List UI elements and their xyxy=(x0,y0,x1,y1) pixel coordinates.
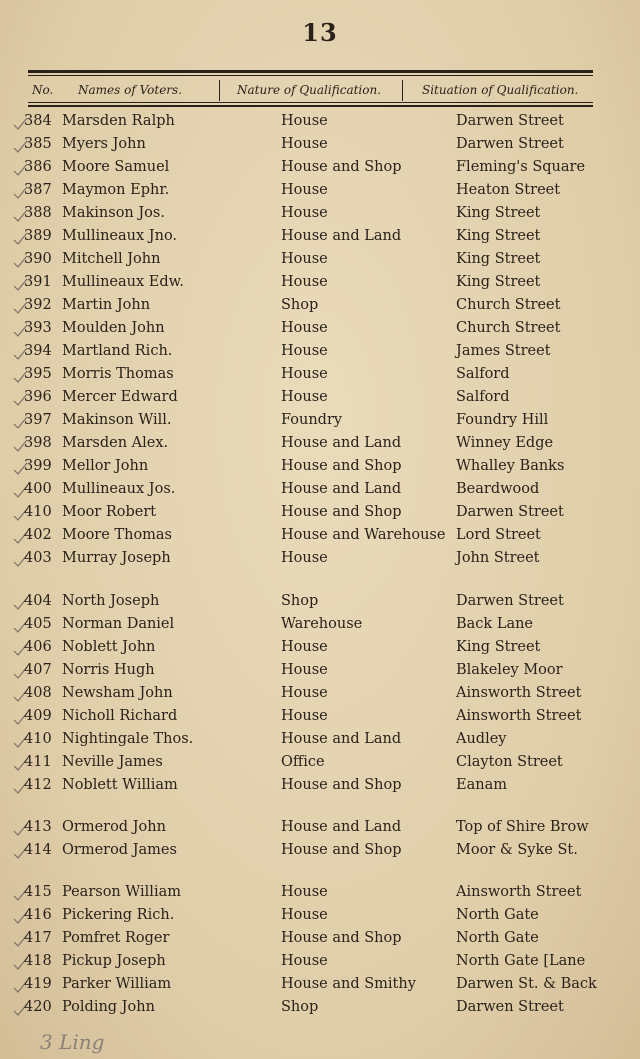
voter-number: 410 xyxy=(24,504,52,520)
qualification-nature: House and Smithy xyxy=(281,976,416,992)
qualification-situation: Audley xyxy=(456,731,507,747)
qualification-nature: House and Land xyxy=(281,435,402,451)
voter-name: Mullineaux Jos. xyxy=(62,481,176,497)
qualification-nature: House xyxy=(281,907,328,923)
voter-number: 388 xyxy=(24,205,52,221)
table-row xyxy=(0,754,640,776)
table-row xyxy=(0,777,640,799)
qualification-nature: House and Land xyxy=(281,731,402,747)
voter-number: 418 xyxy=(24,953,52,969)
voter-number: 405 xyxy=(24,616,52,632)
header-separator xyxy=(219,80,220,101)
table-row xyxy=(0,228,640,250)
voter-number: 406 xyxy=(24,639,52,655)
qualification-nature: House and Shop xyxy=(281,777,402,793)
voter-number: 390 xyxy=(24,251,52,267)
table-row xyxy=(0,504,640,526)
voter-number: 409 xyxy=(24,708,52,724)
qualification-situation: Salford xyxy=(456,389,510,405)
voter-name: Norris Hugh xyxy=(62,662,155,678)
qualification-nature: House xyxy=(281,136,328,152)
voter-number: 417 xyxy=(24,930,52,946)
qualification-nature: Office xyxy=(281,754,325,770)
voter-number: 415 xyxy=(24,884,52,900)
voter-name: Noblett John xyxy=(62,639,156,655)
qualification-situation: King Street xyxy=(456,274,541,290)
table-row xyxy=(0,343,640,365)
table-row xyxy=(0,819,640,841)
voter-name: Pomfret Roger xyxy=(62,930,170,946)
qualification-situation: Top of Shire Brow xyxy=(456,819,589,835)
voter-number: 403 xyxy=(24,550,52,566)
voter-number: 397 xyxy=(24,412,52,428)
header-names: Names of Voters. xyxy=(78,83,183,97)
qualification-situation: Back Lane xyxy=(456,616,534,632)
table-row xyxy=(0,113,640,135)
table-row xyxy=(0,593,640,615)
header-rule-bottom xyxy=(28,105,593,107)
qualification-situation: James Street xyxy=(456,343,551,359)
qualification-situation: Darwen Street xyxy=(456,113,564,129)
table-row xyxy=(0,842,640,864)
header-separator xyxy=(402,80,403,101)
voter-name: Makinson Will. xyxy=(62,412,172,428)
voter-number: 420 xyxy=(24,999,52,1015)
qualification-nature: Shop xyxy=(281,999,319,1015)
table-row xyxy=(0,616,640,638)
voter-number: 384 xyxy=(24,113,52,129)
voter-name: Mitchell John xyxy=(62,251,161,267)
qualification-nature: House xyxy=(281,205,328,221)
voter-name: Martland Rich. xyxy=(62,343,173,359)
qualification-situation: King Street xyxy=(456,639,541,655)
qualification-nature: House and Shop xyxy=(281,842,402,858)
qualification-nature: House and Land xyxy=(281,481,402,497)
voter-name: Moulden John xyxy=(62,320,165,336)
qualification-situation: Ainsworth Street xyxy=(456,884,582,900)
voter-name: Polding John xyxy=(62,999,155,1015)
qualification-nature: Warehouse xyxy=(281,616,363,632)
table-row xyxy=(0,976,640,998)
qualification-nature: House and Shop xyxy=(281,930,402,946)
voter-number: 411 xyxy=(24,754,52,770)
voter-name: Martin John xyxy=(62,297,151,313)
qualification-nature: House and Warehouse xyxy=(281,527,446,543)
qualification-situation: Salford xyxy=(456,366,510,382)
voter-number: 385 xyxy=(24,136,52,152)
voter-number: 413 xyxy=(24,819,52,835)
table-row xyxy=(0,639,640,661)
qualification-nature: House xyxy=(281,320,328,336)
header-nature: Nature of Qualification. xyxy=(237,83,382,97)
voter-name: Noblett William xyxy=(62,777,178,793)
voter-name: Murray Joseph xyxy=(62,550,171,566)
voter-name: Morris Thomas xyxy=(62,366,174,382)
table-row xyxy=(0,481,640,503)
voter-number: 398 xyxy=(24,435,52,451)
table-row xyxy=(0,412,640,434)
header-rule-top xyxy=(28,70,593,73)
table-row xyxy=(0,999,640,1021)
qualification-nature: House and Shop xyxy=(281,159,402,175)
qualification-nature: House and Land xyxy=(281,228,402,244)
voter-name: Nightingale Thos. xyxy=(62,731,194,747)
header-rule-top-thin xyxy=(28,75,593,76)
qualification-situation: Beardwood xyxy=(456,481,540,497)
table-row xyxy=(0,930,640,952)
qualification-situation: Darwen St. & Back xyxy=(456,976,597,992)
qualification-situation: North Gate xyxy=(456,907,539,923)
voter-name: Parker William xyxy=(62,976,172,992)
voter-number: 410 xyxy=(24,731,52,747)
qualification-nature: House xyxy=(281,274,328,290)
qualification-situation: John Street xyxy=(456,550,540,566)
page-number: 13 xyxy=(302,18,338,47)
qualification-situation: Whalley Banks xyxy=(456,458,565,474)
qualification-situation: King Street xyxy=(456,251,541,267)
voter-number: 404 xyxy=(24,593,52,609)
qualification-nature: Foundry xyxy=(281,412,343,428)
voter-number: 412 xyxy=(24,777,52,793)
table-row xyxy=(0,136,640,158)
table-row xyxy=(0,182,640,204)
header-rule-bottom-thin xyxy=(28,102,593,103)
qualification-situation: Darwen Street xyxy=(456,999,564,1015)
voter-number: 407 xyxy=(24,662,52,678)
voter-number: 389 xyxy=(24,228,52,244)
voter-name: Newsham John xyxy=(62,685,173,701)
voter-name: Marsden Ralph xyxy=(62,113,175,129)
qualification-situation: Winney Edge xyxy=(456,435,554,451)
table-row xyxy=(0,907,640,929)
voter-name: Mellor John xyxy=(62,458,149,474)
qualification-nature: Shop xyxy=(281,593,319,609)
qualification-situation: Ainsworth Street xyxy=(456,708,582,724)
voter-number: 408 xyxy=(24,685,52,701)
voter-name: Ormerod James xyxy=(62,842,177,858)
table-row xyxy=(0,251,640,273)
qualification-nature: House xyxy=(281,343,328,359)
qualification-situation: King Street xyxy=(456,228,541,244)
voter-name: Makinson Jos. xyxy=(62,205,165,221)
table-row xyxy=(0,274,640,296)
voter-number: 386 xyxy=(24,159,52,175)
header-situation: Situation of Qualification. xyxy=(422,83,579,97)
voter-number: 399 xyxy=(24,458,52,474)
qualification-nature: House xyxy=(281,685,328,701)
table-row xyxy=(0,389,640,411)
voter-name: Pearson William xyxy=(62,884,181,900)
table-row xyxy=(0,884,640,906)
table-row xyxy=(0,708,640,730)
voter-number: 393 xyxy=(24,320,52,336)
voter-name: Neville James xyxy=(62,754,163,770)
qualification-nature: House xyxy=(281,113,328,129)
voter-name: Pickering Rich. xyxy=(62,907,175,923)
qualification-nature: House xyxy=(281,366,328,382)
qualification-nature: House and Land xyxy=(281,819,402,835)
voter-name: Ormerod John xyxy=(62,819,166,835)
table-row xyxy=(0,731,640,753)
qualification-situation: Darwen Street xyxy=(456,593,564,609)
table-row xyxy=(0,297,640,319)
qualification-nature: House xyxy=(281,550,328,566)
qualification-situation: Darwen Street xyxy=(456,504,564,520)
table-row xyxy=(0,205,640,227)
voter-number: 394 xyxy=(24,343,52,359)
table-row xyxy=(0,662,640,684)
voter-number: 391 xyxy=(24,274,52,290)
table-row xyxy=(0,685,640,707)
qualification-nature: House xyxy=(281,182,328,198)
qualification-nature: House and Shop xyxy=(281,504,402,520)
voter-name: Mullineaux Edw. xyxy=(62,274,184,290)
table-row xyxy=(0,435,640,457)
qualification-nature: House xyxy=(281,953,328,969)
qualification-situation: Moor & Syke St. xyxy=(456,842,578,858)
qualification-situation: Darwen Street xyxy=(456,136,564,152)
voter-name: Moore Samuel xyxy=(62,159,170,175)
voter-number: 396 xyxy=(24,389,52,405)
qualification-situation: Church Street xyxy=(456,320,561,336)
qualification-nature: House xyxy=(281,708,328,724)
voter-number: 419 xyxy=(24,976,52,992)
voter-name: Norman Daniel xyxy=(62,616,175,632)
qualification-situation: Foundry Hill xyxy=(456,412,549,428)
qualification-nature: House and Shop xyxy=(281,458,402,474)
voter-number: 414 xyxy=(24,842,52,858)
qualification-situation: Heaton Street xyxy=(456,182,561,198)
qualification-nature: Shop xyxy=(281,297,319,313)
table-row xyxy=(0,550,640,572)
qualification-nature: House xyxy=(281,639,328,655)
pencil-annotation: 3 Ling xyxy=(40,1030,105,1054)
qualification-situation: Church Street xyxy=(456,297,561,313)
voter-number: 395 xyxy=(24,366,52,382)
qualification-situation: Blakeley Moor xyxy=(456,662,563,678)
qualification-situation: Ainsworth Street xyxy=(456,685,582,701)
table-row xyxy=(0,458,640,480)
header-no: No. xyxy=(32,83,54,97)
qualification-nature: House xyxy=(281,884,328,900)
voter-name: Moore Thomas xyxy=(62,527,173,543)
table-row xyxy=(0,366,640,388)
voter-number: 392 xyxy=(24,297,52,313)
voter-name: North Joseph xyxy=(62,593,160,609)
voter-name: Moor Robert xyxy=(62,504,157,520)
qualification-situation: Lord Street xyxy=(456,527,541,543)
voter-name: Maymon Ephr. xyxy=(62,182,170,198)
table-row xyxy=(0,159,640,181)
voter-number: 416 xyxy=(24,907,52,923)
qualification-situation: North Gate xyxy=(456,930,539,946)
voter-number: 402 xyxy=(24,527,52,543)
qualification-situation: Eanam xyxy=(456,777,507,793)
voter-name: Marsden Alex. xyxy=(62,435,169,451)
voter-name: Mercer Edward xyxy=(62,389,178,405)
qualification-nature: House xyxy=(281,662,328,678)
qualification-situation: North Gate [Lane xyxy=(456,953,586,969)
qualification-situation: Fleming's Square xyxy=(456,159,586,175)
table-row xyxy=(0,320,640,342)
table-row xyxy=(0,953,640,975)
qualification-situation: King Street xyxy=(456,205,541,221)
voter-number: 387 xyxy=(24,182,52,198)
voter-name: Pickup Joseph xyxy=(62,953,166,969)
qualification-nature: House xyxy=(281,251,328,267)
qualification-nature: House xyxy=(281,389,328,405)
voter-name: Myers John xyxy=(62,136,146,152)
qualification-situation: Clayton Street xyxy=(456,754,563,770)
voter-name: Nicholl Richard xyxy=(62,708,178,724)
table-row xyxy=(0,527,640,549)
voter-name: Mullineaux Jno. xyxy=(62,228,178,244)
voter-number: 400 xyxy=(24,481,52,497)
